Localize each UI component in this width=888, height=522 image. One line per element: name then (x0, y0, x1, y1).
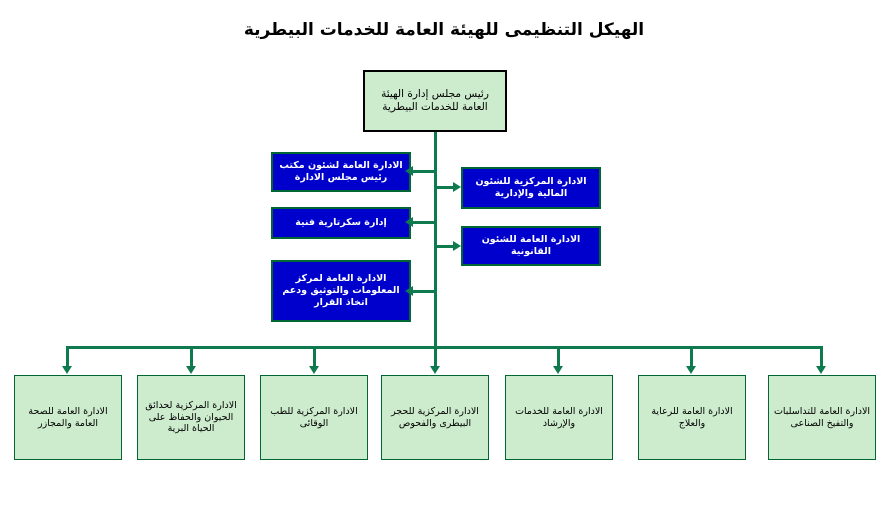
arrow-down-4-icon (430, 366, 440, 374)
arrow-left-3-icon (405, 286, 413, 296)
drop-7 (820, 346, 823, 368)
arrow-right-2-icon (453, 241, 461, 251)
connector-left-1 (413, 170, 435, 173)
node-bottom-6[interactable]: الادارة العامة للرعاية والعلاج (638, 375, 746, 460)
arrow-down-3-icon (309, 366, 319, 374)
arrow-down-7-icon (816, 366, 826, 374)
node-right-2[interactable]: الادارة العامة للشئون القانونية (461, 226, 601, 266)
node-right-1[interactable]: الادارة المركزية للشئون المالية والإدارية (461, 167, 601, 209)
connector-left-2 (413, 221, 435, 224)
arrow-right-1-icon (453, 182, 461, 192)
drop-3 (313, 346, 316, 368)
node-left-2[interactable]: إدارة سكرتارية فنية (271, 207, 411, 239)
drop-6 (690, 346, 693, 368)
node-bottom-1[interactable]: الادارة العامة للصحة العامة والمجازر (14, 375, 122, 460)
drop-4 (434, 346, 437, 368)
arrow-down-5-icon (553, 366, 563, 374)
arrow-left-2-icon (405, 217, 413, 227)
page-title: الهيكل التنظيمى للهيئة العامة للخدمات البيطرية (243, 20, 645, 40)
connector-right-2 (437, 245, 453, 248)
arrow-down-6-icon (686, 366, 696, 374)
node-bottom-4[interactable]: الادارة المركزية للحجر البيطرى والفحوص (381, 375, 489, 460)
node-bottom-2[interactable]: الادارة المركزية لحدائق الحيوان والحفاظ على الحياة البرية (137, 375, 245, 460)
drop-5 (557, 346, 560, 368)
connector-left-3 (413, 290, 435, 293)
bottom-bus (66, 346, 822, 349)
drop-2 (190, 346, 193, 368)
node-left-1[interactable]: الادارة العامة لشئون مكتب رئيس مجلس الادارة (271, 152, 411, 192)
node-root[interactable]: رئيس مجلس إدارة الهيئة العامة للخدمات البيطرية (363, 70, 507, 132)
drop-1 (66, 346, 69, 368)
connector-right-1 (437, 186, 453, 189)
node-bottom-3[interactable]: الادارة المركزية للطب الوقائى (260, 375, 368, 460)
node-bottom-7[interactable]: الادارة العامة للتداسلبات والتفيخ الصناعى (768, 375, 876, 460)
node-bottom-5[interactable]: الادارة العامة للخدمات والإرشاد (505, 375, 613, 460)
arrow-down-2-icon (186, 366, 196, 374)
arrow-down-1-icon (62, 366, 72, 374)
arrow-left-1-icon (405, 166, 413, 176)
node-left-3[interactable]: الادارة العامة لمركز المعلومات والتوثيق ودعم اتخاذ القرار (271, 260, 411, 322)
spine-vertical (434, 132, 437, 348)
